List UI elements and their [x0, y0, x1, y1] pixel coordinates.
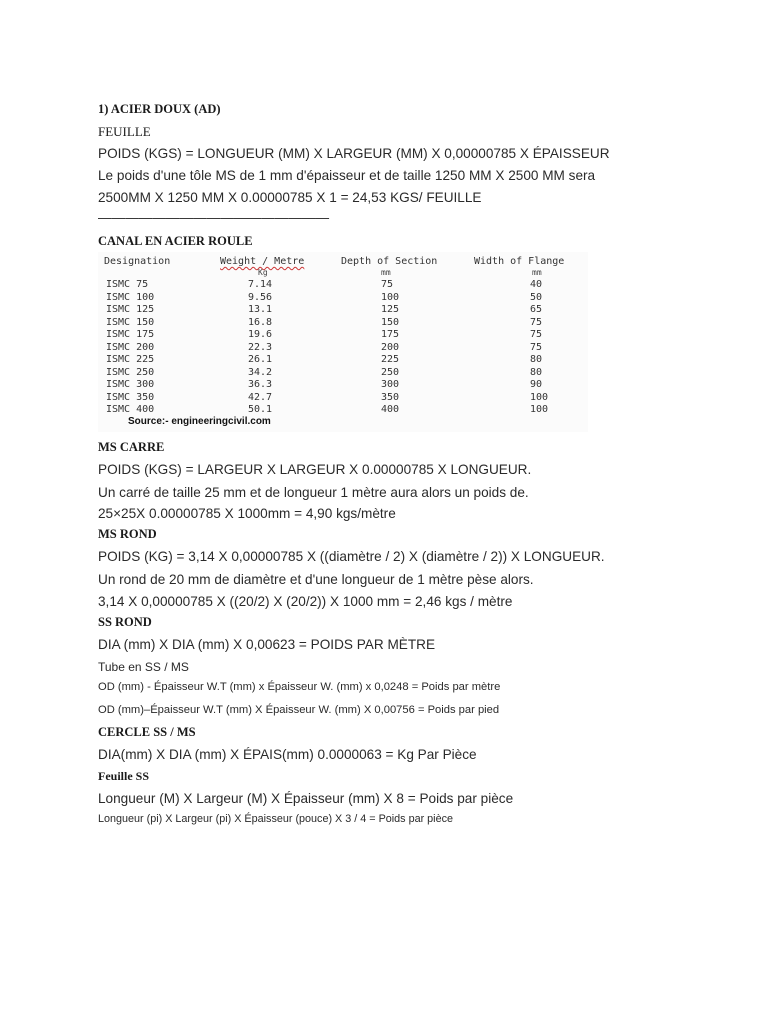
table-header-weight: Weight / Metre — [220, 256, 305, 267]
section-heading-feuille-ss: Feuille SS — [98, 769, 150, 783]
table-cell: 75 — [530, 316, 543, 328]
example-feuille-1: Le poids d'une tôle MS de 1 mm d'épaisseur et de taille 1250 MM X 2500 MM sera — [98, 168, 596, 183]
formula-cercle: DIA(mm) X DIA (mm) X ÉPAIS(mm) 0.0000063 = Kg Par Pièce — [98, 747, 477, 762]
table-row — [98, 354, 588, 367]
table-cell: 150 — [381, 316, 400, 328]
section-heading-acier-doux: 1) ACIER DOUX (AD) — [98, 102, 221, 116]
subheading-feuille: FEUILLE — [98, 124, 151, 139]
example-ms-rond-1: Un rond de 20 mm de diamètre et d'une longueur de 1 mètre pèse alors. — [98, 572, 534, 587]
example-feuille-2: 2500MM X 1250 MM X 0.00000785 X 1 = 24,53 KGS/ FEUILLE — [98, 190, 482, 205]
table-cell: 90 — [530, 379, 543, 390]
table-row — [98, 292, 588, 305]
section-heading-ms-carre: MS CARRE — [98, 440, 165, 454]
table-cell: 50.1 — [248, 404, 273, 415]
table-cell: 80 — [530, 366, 543, 378]
table-cell: 50 — [530, 291, 543, 303]
table-cell: 26.1 — [248, 354, 273, 365]
table-cell: 75 — [381, 279, 394, 290]
table-cell: 16.8 — [248, 316, 273, 328]
table-unit-weight: Kg — [258, 268, 268, 277]
table-header-designation: Designation — [104, 256, 171, 267]
table-cell: ISMC 225 — [106, 354, 155, 365]
formula-tube-pied: OD (mm)–Épaisseur W.T (mm) X Épaisseur W. (mm) X 0,00756 = Poids par pied — [98, 704, 500, 716]
channel-weight-table — [98, 252, 588, 432]
table-cell: 22.3 — [248, 341, 273, 353]
table-cell: 200 — [381, 341, 400, 353]
subheading-tube: Tube en SS / MS — [98, 660, 189, 674]
table-row — [98, 304, 588, 317]
table-source: Source:- engineeringcivil.com — [128, 416, 271, 427]
table-cell: 100 — [530, 391, 549, 403]
section-heading-cercle: CERCLE SS / MS — [98, 725, 196, 739]
table-cell: ISMC 125 — [106, 304, 155, 315]
table-cell: 9.56 — [248, 291, 273, 303]
table-cell: 175 — [381, 329, 400, 340]
table-cell: 13.1 — [248, 304, 273, 315]
table-cell: 7.14 — [248, 279, 273, 290]
table-cell: ISMC 100 — [106, 291, 155, 303]
separator-line: ————————————————— — [98, 210, 330, 225]
table-cell: 125 — [381, 304, 400, 315]
formula-feuille-ss-imperial: Longueur (pi) X Largeur (pi) X Épaisseur (pouce) X 3 / 4 = Poids par pièce — [98, 813, 453, 825]
table-unit-width: mm — [532, 268, 542, 277]
formula-feuille-ss-metric: Longueur (M) X Largeur (M) X Épaisseur (mm) X 8 = Poids par pièce — [98, 791, 514, 806]
table-cell: 75 — [530, 341, 543, 353]
table-cell: ISMC 300 — [106, 379, 155, 390]
formula-ms-carre: POIDS (KGS) = LARGEUR X LARGEUR X 0.00000785 X LONGUEUR. — [98, 462, 532, 477]
table-cell: 42.7 — [248, 391, 273, 403]
table-header-width: Width of Flange — [474, 256, 565, 267]
example-ms-carre-1: Un carré de taille 25 mm et de longueur 1 mètre aura alors un poids de. — [98, 485, 529, 500]
table-cell: 34.2 — [248, 366, 273, 378]
table-cell: ISMC 175 — [106, 329, 155, 340]
table-cell: 225 — [381, 354, 400, 365]
formula-feuille: POIDS (KGS) = LONGUEUR (MM) X LARGEUR (MM) X 0,00000785 X ÉPAISSEUR — [98, 146, 610, 161]
table-cell: 100 — [530, 404, 549, 415]
example-ms-rond-2: 3,14 X 0,00000785 X ((20/2) X (20/2)) X 1000 mm = 2,46 kgs / mètre — [98, 594, 513, 609]
table-header-depth: Depth of Section — [341, 256, 438, 267]
table-cell: 19.6 — [248, 329, 273, 340]
formula-ms-rond: POIDS (KG) = 3,14 X 0,00000785 X ((diamètre / 2) X (diamètre / 2)) X LONGUEUR. — [98, 549, 605, 564]
table-cell: 65 — [530, 304, 543, 315]
table-cell: ISMC 75 — [106, 279, 149, 290]
table-cell: 350 — [381, 391, 400, 403]
table-row — [98, 317, 588, 330]
table-row — [98, 379, 588, 392]
table-cell: 400 — [381, 404, 400, 415]
table-row — [98, 392, 588, 405]
table-row — [98, 329, 588, 342]
table-cell: 40 — [530, 279, 543, 290]
formula-tube-metre: OD (mm) - Épaisseur W.T (mm) x Épaisseur W. (mm) x 0,0248 = Poids par mètre — [98, 681, 501, 693]
section-heading-ss-rond: SS ROND — [98, 615, 152, 629]
table-cell: 250 — [381, 366, 400, 378]
table-cell: ISMC 400 — [106, 404, 155, 415]
example-ms-carre-2: 25×25X 0.00000785 X 1000mm = 4,90 kgs/mètre — [98, 506, 396, 521]
section-heading-canal: CANAL EN ACIER ROULE — [98, 234, 253, 248]
table-cell: 80 — [530, 354, 543, 365]
table-cell: 100 — [381, 291, 400, 303]
table-cell: ISMC 250 — [106, 366, 155, 378]
table-row — [98, 342, 588, 355]
table-cell: 36.3 — [248, 379, 273, 390]
table-row — [98, 367, 588, 380]
table-cell: ISMC 200 — [106, 341, 155, 353]
table-unit-depth: mm — [381, 268, 391, 277]
table-cell: 300 — [381, 379, 400, 390]
table-cell: 75 — [530, 329, 543, 340]
formula-ss-rond: DIA (mm) X DIA (mm) X 0,00623 = POIDS PAR MÈTRE — [98, 637, 436, 652]
table-row — [98, 279, 588, 292]
section-heading-ms-rond: MS ROND — [98, 527, 157, 541]
table-cell: ISMC 150 — [106, 316, 155, 328]
table-cell: ISMC 350 — [106, 391, 155, 403]
